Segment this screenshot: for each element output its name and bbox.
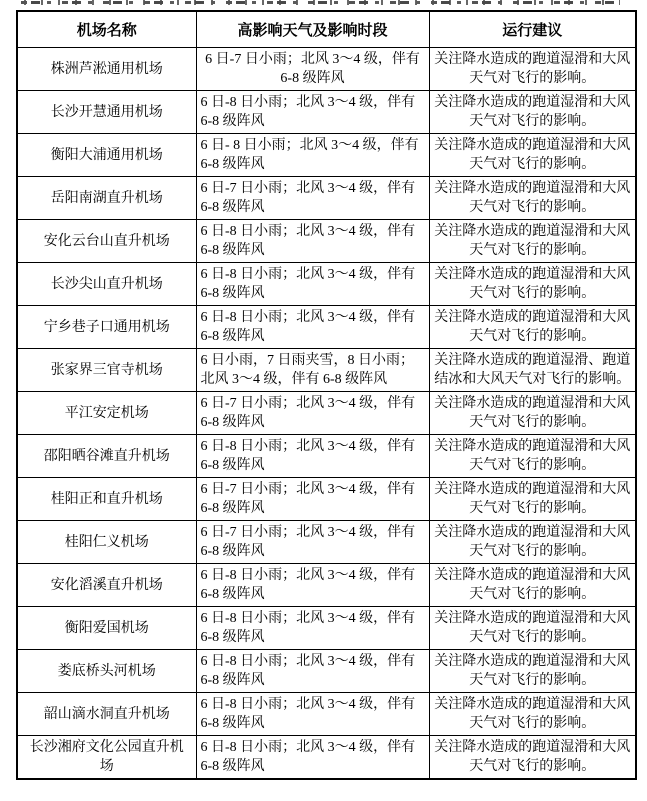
- airport-table-body: [17, 48, 636, 780]
- advice-cell: 关注降水造成的跑道湿滑和大风天气对飞行的影响。: [429, 48, 636, 91]
- advice-cell: 关注降水造成的跑道湿滑和大风天气对飞行的影响。: [429, 263, 636, 306]
- airport-name-cell: 长沙湘府文化公园直升机场: [17, 736, 196, 780]
- advice-cell: 关注降水造成的跑道湿滑和大风天气对飞行的影响。: [429, 693, 636, 736]
- table-row: [17, 564, 636, 607]
- clipped-title-fragment: [21, 0, 620, 5]
- table-row: [17, 607, 636, 650]
- table-row: [17, 736, 636, 780]
- airport-name-cell: 桂阳正和直升机场: [17, 478, 196, 521]
- table-row: [17, 306, 636, 349]
- weather-cell: 6 日-8 日小雨；北风 3～4 级，伴有 6-8 级阵风: [196, 220, 429, 263]
- airport-name-cell: 衡阳大浦通用机场: [17, 134, 196, 177]
- advice-cell: 关注降水造成的跑道湿滑和大风天气对飞行的影响。: [429, 220, 636, 263]
- weather-cell: 6 日-7 日小雨；北风 3～4 级，伴有 6-8 级阵风: [196, 177, 429, 220]
- airport-name-cell: 长沙尖山直升机场: [17, 263, 196, 306]
- airport-name-cell: 宁乡巷子口通用机场: [17, 306, 196, 349]
- airport-name-cell: 长沙开慧通用机场: [17, 91, 196, 134]
- table-row: [17, 521, 636, 564]
- table-row: [17, 650, 636, 693]
- weather-cell: 6 日-8 日小雨；北风 3～4 级，伴有 6-8 级阵风: [196, 306, 429, 349]
- advice-cell: 关注降水造成的跑道湿滑和大风天气对飞行的影响。: [429, 306, 636, 349]
- advice-cell: 关注降水造成的跑道湿滑和大风天气对飞行的影响。: [429, 435, 636, 478]
- advice-cell: 关注降水造成的跑道湿滑和大风天气对飞行的影响。: [429, 478, 636, 521]
- weather-cell: 6 日- 8 日小雨；北风 3～4 级，伴有 6-8 级阵风: [196, 134, 429, 177]
- weather-cell: 6 日-8 日小雨；北风 3～4 级，伴有 6-8 级阵风: [196, 607, 429, 650]
- airport-name-cell: 安化滔溪直升机场: [17, 564, 196, 607]
- airport-name-cell: 韶山滴水洞直升机场: [17, 693, 196, 736]
- table-row: [17, 263, 636, 306]
- weather-cell: 6 日-8 日小雨；北风 3～4 级，伴有 6-8 级阵风: [196, 693, 429, 736]
- airport-name-cell: 株洲芦淞通用机场: [17, 48, 196, 91]
- weather-cell: 6 日-8 日小雨；北风 3～4 级，伴有 6-8 级阵风: [196, 736, 429, 780]
- airport-name-cell: 岳阳南湖直升机场: [17, 177, 196, 220]
- table-row: [17, 220, 636, 263]
- weather-cell: 6 日-8 日小雨；北风 3～4 级，伴有 6-8 级阵风: [196, 91, 429, 134]
- advice-cell: 关注降水造成的跑道湿滑和大风天气对飞行的影响。: [429, 564, 636, 607]
- airport-name-cell: 娄底桥头河机场: [17, 650, 196, 693]
- airport-name-cell: 安化云台山直升机场: [17, 220, 196, 263]
- table-row: [17, 177, 636, 220]
- table-row: [17, 478, 636, 521]
- advice-cell: 关注降水造成的跑道湿滑和大风天气对飞行的影响。: [429, 521, 636, 564]
- weather-cell: 6 日-8 日小雨；北风 3～4 级，伴有 6-8 级阵风: [196, 263, 429, 306]
- airport-name-cell: 邵阳晒谷滩直升机场: [17, 435, 196, 478]
- airport-name-cell: 平江安定机场: [17, 392, 196, 435]
- header-operation-advice: 运行建议: [429, 11, 636, 48]
- advice-cell: 关注降水造成的跑道湿滑和大风天气对飞行的影响。: [429, 134, 636, 177]
- weather-cell: 6 日-7 日小雨；北风 3～4 级，伴有 6-8 级阵风: [196, 48, 429, 91]
- advice-cell: 关注降水造成的跑道湿滑和大风天气对飞行的影响。: [429, 177, 636, 220]
- table-row: [17, 91, 636, 134]
- weather-cell: 6 日-8 日小雨；北风 3～4 级，伴有 6-8 级阵风: [196, 435, 429, 478]
- table-row: [17, 349, 636, 392]
- weather-cell: 6 日小雨，7 日雨夹雪，8 日小雨；北风 3～4 级，伴有 6-8 级阵风: [196, 349, 429, 392]
- weather-cell: 6 日-7 日小雨；北风 3～4 级，伴有 6-8 级阵风: [196, 392, 429, 435]
- airport-name-cell: 衡阳爱国机场: [17, 607, 196, 650]
- header-weather-period: 高影响天气及影响时段: [196, 11, 429, 48]
- table-row: [17, 693, 636, 736]
- advice-cell: 关注降水造成的跑道湿滑和大风天气对飞行的影响。: [429, 650, 636, 693]
- advice-cell: 关注降水造成的跑道湿滑和大风天气对飞行的影响。: [429, 736, 636, 780]
- table-row: [17, 134, 636, 177]
- weather-cell: 6 日-7 日小雨；北风 3～4 级，伴有 6-8 级阵风: [196, 478, 429, 521]
- table-row: [17, 48, 636, 91]
- airport-name-cell: 张家界三官寺机场: [17, 349, 196, 392]
- advice-cell: 关注降水造成的跑道湿滑和大风天气对飞行的影响。: [429, 392, 636, 435]
- header-airport-name: 机场名称: [17, 11, 196, 48]
- weather-cell: 6 日-7 日小雨；北风 3～4 级，伴有 6-8 级阵风: [196, 521, 429, 564]
- advice-cell: 关注降水造成的跑道湿滑和大风天气对飞行的影响。: [429, 91, 636, 134]
- table-header-row: [17, 11, 636, 48]
- advice-cell: 关注降水造成的跑道湿滑、跑道结冰和大风天气对飞行的影响。: [429, 349, 636, 392]
- advice-cell: 关注降水造成的跑道湿滑和大风天气对飞行的影响。: [429, 607, 636, 650]
- weather-cell: 6 日-8 日小雨；北风 3～4 级，伴有 6-8 级阵风: [196, 564, 429, 607]
- table-row: [17, 392, 636, 435]
- table-row: [17, 435, 636, 478]
- airport-weather-table: [16, 10, 637, 780]
- weather-cell: 6 日-8 日小雨；北风 3～4 级，伴有 6-8 级阵风: [196, 650, 429, 693]
- airport-name-cell: 桂阳仁义机场: [17, 521, 196, 564]
